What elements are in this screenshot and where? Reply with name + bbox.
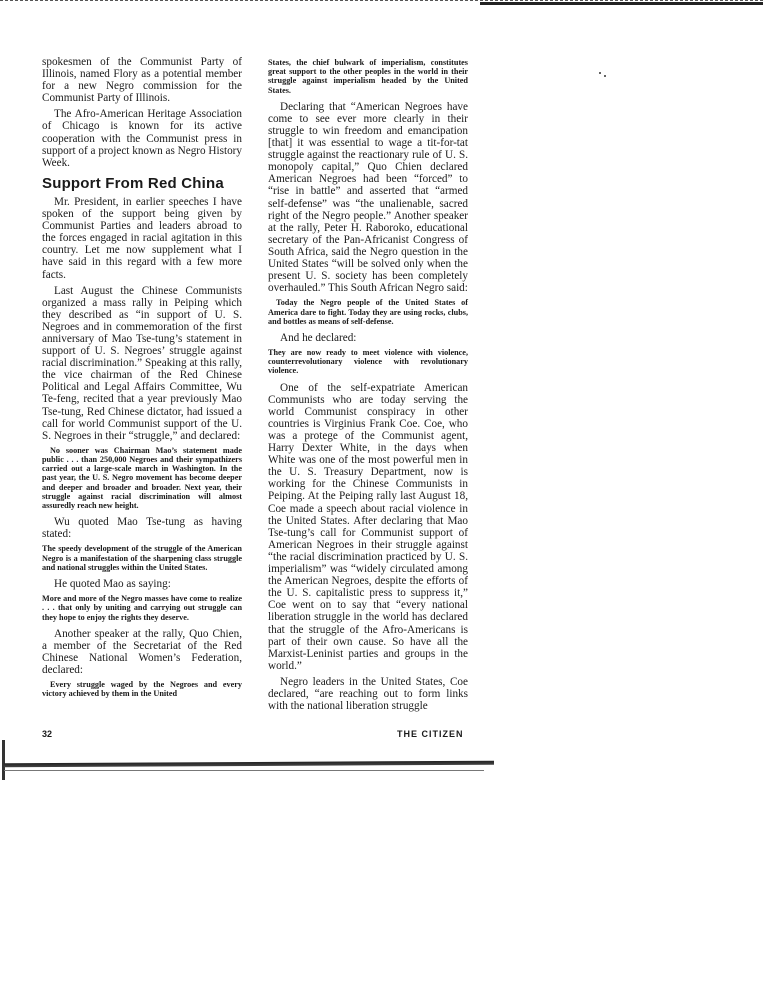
- bottom-border-rule: [4, 761, 494, 768]
- right-column: [268, 58, 468, 716]
- block-quote-2: The speedy development of the struggle of the American Negro is a manifestation of the sharpening class struggle and national struggles within the United States.: [42, 544, 242, 572]
- left-paragraph-2: The Afro-American Heritage Association of Chicago is known for its active cooperation with the Communist press in support of a project known as Negro History Week.: [42, 108, 242, 169]
- publication-name: THE CITIZEN: [397, 729, 464, 739]
- bottom-thin-rule: [4, 770, 484, 771]
- right-paragraph-4: Negro leaders in the United States, Coe declared, “are reaching out to form links with the national liberation struggle: [268, 675, 468, 713]
- right-paragraph-1: Declaring that “American Negroes have come to see ever more clearly in their struggle to win freedom and emancipation [that] it was essential to wage a tit-for-tat struggle against the reactionary rule of U. S. monopoly capital,” Quo Chien declared American Negroes had been “forced” to “rise in battle” and asserted that “armed self-defense” was “the unalienable, sacred right of the Negro people.” Another speaker at the rally, Peter H. Raboroko, educational secretary of the Pan-Africanist Congress of South Africa, said the Negro question in the United States “will be solved only when the present U. S. society has been completely overhauled.” This South African Negro said:: [268, 100, 468, 295]
- left-paragraph-6: He quoted Mao as saying:: [54, 578, 171, 591]
- top-border-bold-segment: [480, 2, 763, 5]
- block-quote-6: Today the Negro people of the United States of America dare to fight. Today they are using rocks, clubs, and bottles as means of self-defense.: [268, 298, 468, 326]
- left-column: [42, 56, 242, 705]
- left-paragraph-4: Last August the Chinese Communists organized a mass rally in Peiping which they described as “in support of U. S. Negroes and in commemoration of the first anniversary of Mao Tse-tung’s statement in support of U. S. Negroes’ struggle against racial discrimination.” Speaking at this rally, the vice chairman of the Red Chinese Political and Legal Affairs Committee, Wu Te-feng, recited that a year previously Mao Tse-tung, Red Chinese dictator, had issued a call for world Communist support of the U. S. Negroes in their “struggle,” and declared:: [42, 284, 242, 442]
- page-number: 32: [42, 729, 53, 739]
- block-quote-4: Every struggle waged by the Negroes and every victory achieved by them in the United: [42, 680, 242, 699]
- block-quote-5: States, the chief bulwark of imperialism, constitutes great support to the other peoples in the world in their struggle against imperialism headed by the United States.: [268, 58, 468, 95]
- scan-speck: [599, 72, 607, 78]
- right-paragraph-2: And he declared:: [280, 331, 357, 344]
- left-paragraph-3: Mr. President, in earlier speeches I have spoken of the support being given by Communist Parties and leaders abroad to the forces engaged in racial agitation in this country. Let me now supplement what I have said in this regard with a few more facts.: [42, 195, 242, 281]
- section-heading: Support From Red China: [42, 174, 224, 192]
- scan-edge-mark: [2, 740, 5, 780]
- left-paragraph-7: Another speaker at the rally, Quo Chien, a member of the Secretariat of the Red Chinese National Women’s Federation, declared:: [42, 627, 242, 677]
- block-quote-7: They are now ready to meet violence with violence, counterrevolutionary violence with revolutionary violence.: [268, 348, 468, 376]
- right-paragraph-3: One of the self-expatriate American Communists who are today serving the world Communist conspiracy in other countries is Virginius Frank Coe. Coe, who was a protege of the Communist agent, Harry Dexter White, in the days when White was one of the most powerful men in the U. S. Treasury Department, now is working for the Chinese Communists in Peiping. At the Peiping rally last August 18, Coe made a speech about racial violence in the United States. After declaring that Mao Tse-tung’s call for Communist support of American Negroes in their struggle against “the racial discrimination practiced by U. S. imperialism” was “widely circulated among the American Negroes, despite the efforts of the U. S. capitalistic press to suppress it,” Coe went on to say that “every national liberation struggle in the world has declared that the struggle of the Afro-Americans is part of their own cause. So have all the Marxist-Leninist parties and groups in the world.”: [268, 381, 468, 672]
- left-paragraph-5: Wu quoted Mao Tse-tung as having stated:: [42, 516, 242, 541]
- block-quote-3: More and more of the Negro masses have come to realize . . . that only by uniting and carrying out struggle can they hope to enjoy the rights they deserve.: [42, 594, 242, 622]
- block-quote-1: No sooner was Chairman Mao’s statement made public . . . than 250,000 Negroes and their sympathizers carried out a large-scale march in Washington. In the past year, the U. S. Negro movement has become deeper and deeper and broader and broader. Next year, their struggle against racial discrimination will almost assuredly reach new height.: [42, 445, 242, 511]
- left-paragraph-1: spokesmen of the Communist Party of Illinois, named Flory as a potential member for a new Negro commission for the Communist Party of Illinois.: [42, 56, 242, 105]
